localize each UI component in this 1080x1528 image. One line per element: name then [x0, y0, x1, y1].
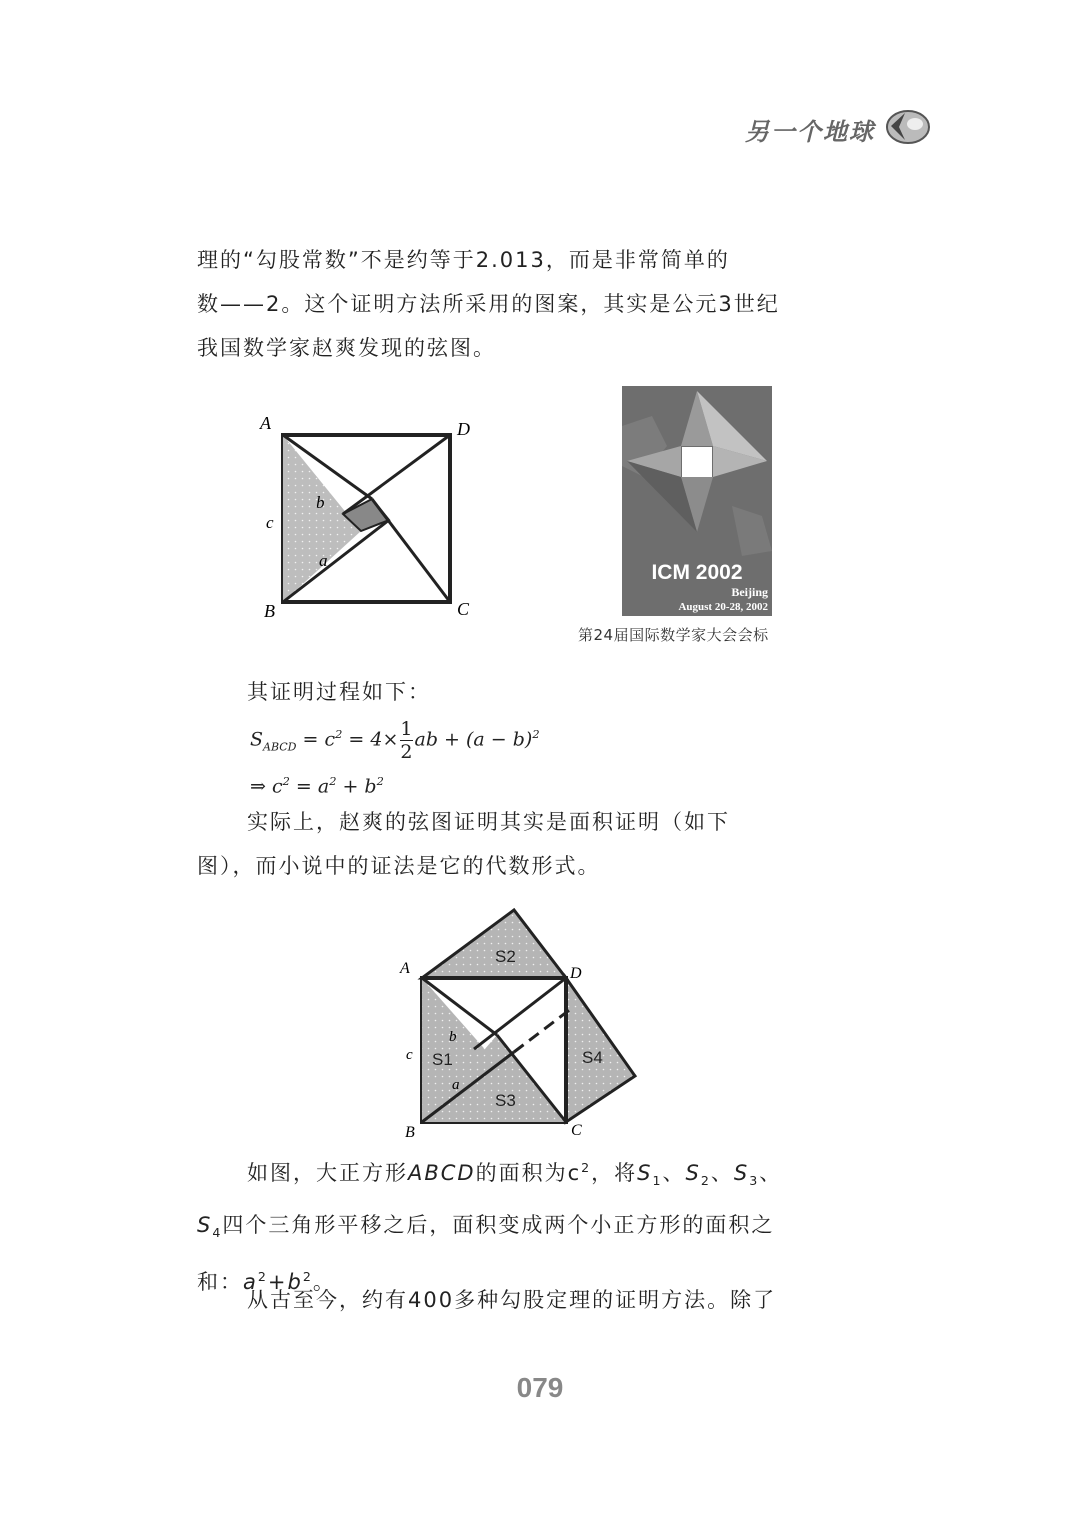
- figure-caption: 第24届国际数学家大会会标: [578, 626, 769, 644]
- hypotenuse-diagram-figure: [250, 405, 500, 629]
- vertex-label-c: C: [457, 599, 470, 619]
- icm-logo-city: Beijing: [731, 585, 768, 599]
- area-label-s3: S3: [495, 1091, 516, 1110]
- area-label-s2: S2: [495, 947, 516, 966]
- text-line: 理的“勾股常数”不是约等于2.013，而是非常简单的: [197, 248, 730, 272]
- vertex-label-c: C: [571, 1122, 582, 1139]
- icm-2002-logo-image: [622, 386, 772, 616]
- vertex-label-d: D: [570, 965, 582, 982]
- text-line: 图），而小说中的证法是它的代数形式。: [197, 854, 601, 878]
- paragraph-2: [197, 800, 857, 888]
- icm-logo-title: ICM 2002: [651, 561, 743, 584]
- text-line: 如图，大正方形ABCD的面积为$c^2$，将$S_1$、$S_2$、$S_3$、: [247, 1160, 783, 1189]
- vertex-label-a: A: [260, 413, 271, 433]
- text-line: 其证明过程如下：: [247, 680, 431, 704]
- running-header-title: 另一个地球: [745, 118, 875, 146]
- text-line: 数——2。这个证明方法所采用的图案，其实是公元3世纪: [197, 292, 780, 316]
- globe-logo-icon: [885, 108, 931, 150]
- area-label-s4: S4: [582, 1048, 603, 1067]
- paragraph-4: [197, 1278, 857, 1322]
- page-number: 079: [516, 1372, 564, 1403]
- fraction-one-half: $\frac{1}{2}$: [400, 718, 413, 763]
- side-label-a: a: [452, 1077, 460, 1093]
- vertex-label-a: A: [400, 960, 410, 977]
- icm-logo-dates: August 20-28, 2002: [678, 601, 768, 613]
- equation-area: $S_{ABCD} = c^2 = 4\times$ $\frac{1}{2}$ ab + $(a - b)^2$: [250, 718, 540, 763]
- side-label-b: b: [316, 493, 325, 512]
- text-line: 我国数学家赵爽发现的弦图。: [197, 336, 496, 360]
- text-line: $S_4$四个三角形平移之后，面积变成两个小正方形的面积之: [197, 1213, 775, 1241]
- vertex-label-d: D: [457, 419, 470, 439]
- side-label-c: c: [266, 513, 274, 532]
- text-line: 和：$a^2+b^2$。: [197, 1269, 336, 1295]
- proof-intro: [197, 670, 857, 714]
- vertex-label-b: B: [405, 1124, 415, 1141]
- vertex-label-b: B: [264, 601, 275, 621]
- equation-pythagoras: ⇒ $c^2 = a^2 + b^2$: [250, 774, 384, 798]
- side-label-c: c: [406, 1047, 413, 1063]
- text-line: 实际上，赵爽的弦图证明其实是面积证明（如下: [247, 810, 730, 834]
- side-label-a: a: [319, 551, 328, 570]
- text-line: 从古至今，约有400多种勾股定理的证明方法。除了: [247, 1288, 777, 1312]
- paragraph-1: [197, 238, 857, 370]
- area-proof-figure: [390, 905, 650, 1149]
- area-label-s1: S1: [432, 1050, 453, 1069]
- side-label-b: b: [449, 1029, 457, 1045]
